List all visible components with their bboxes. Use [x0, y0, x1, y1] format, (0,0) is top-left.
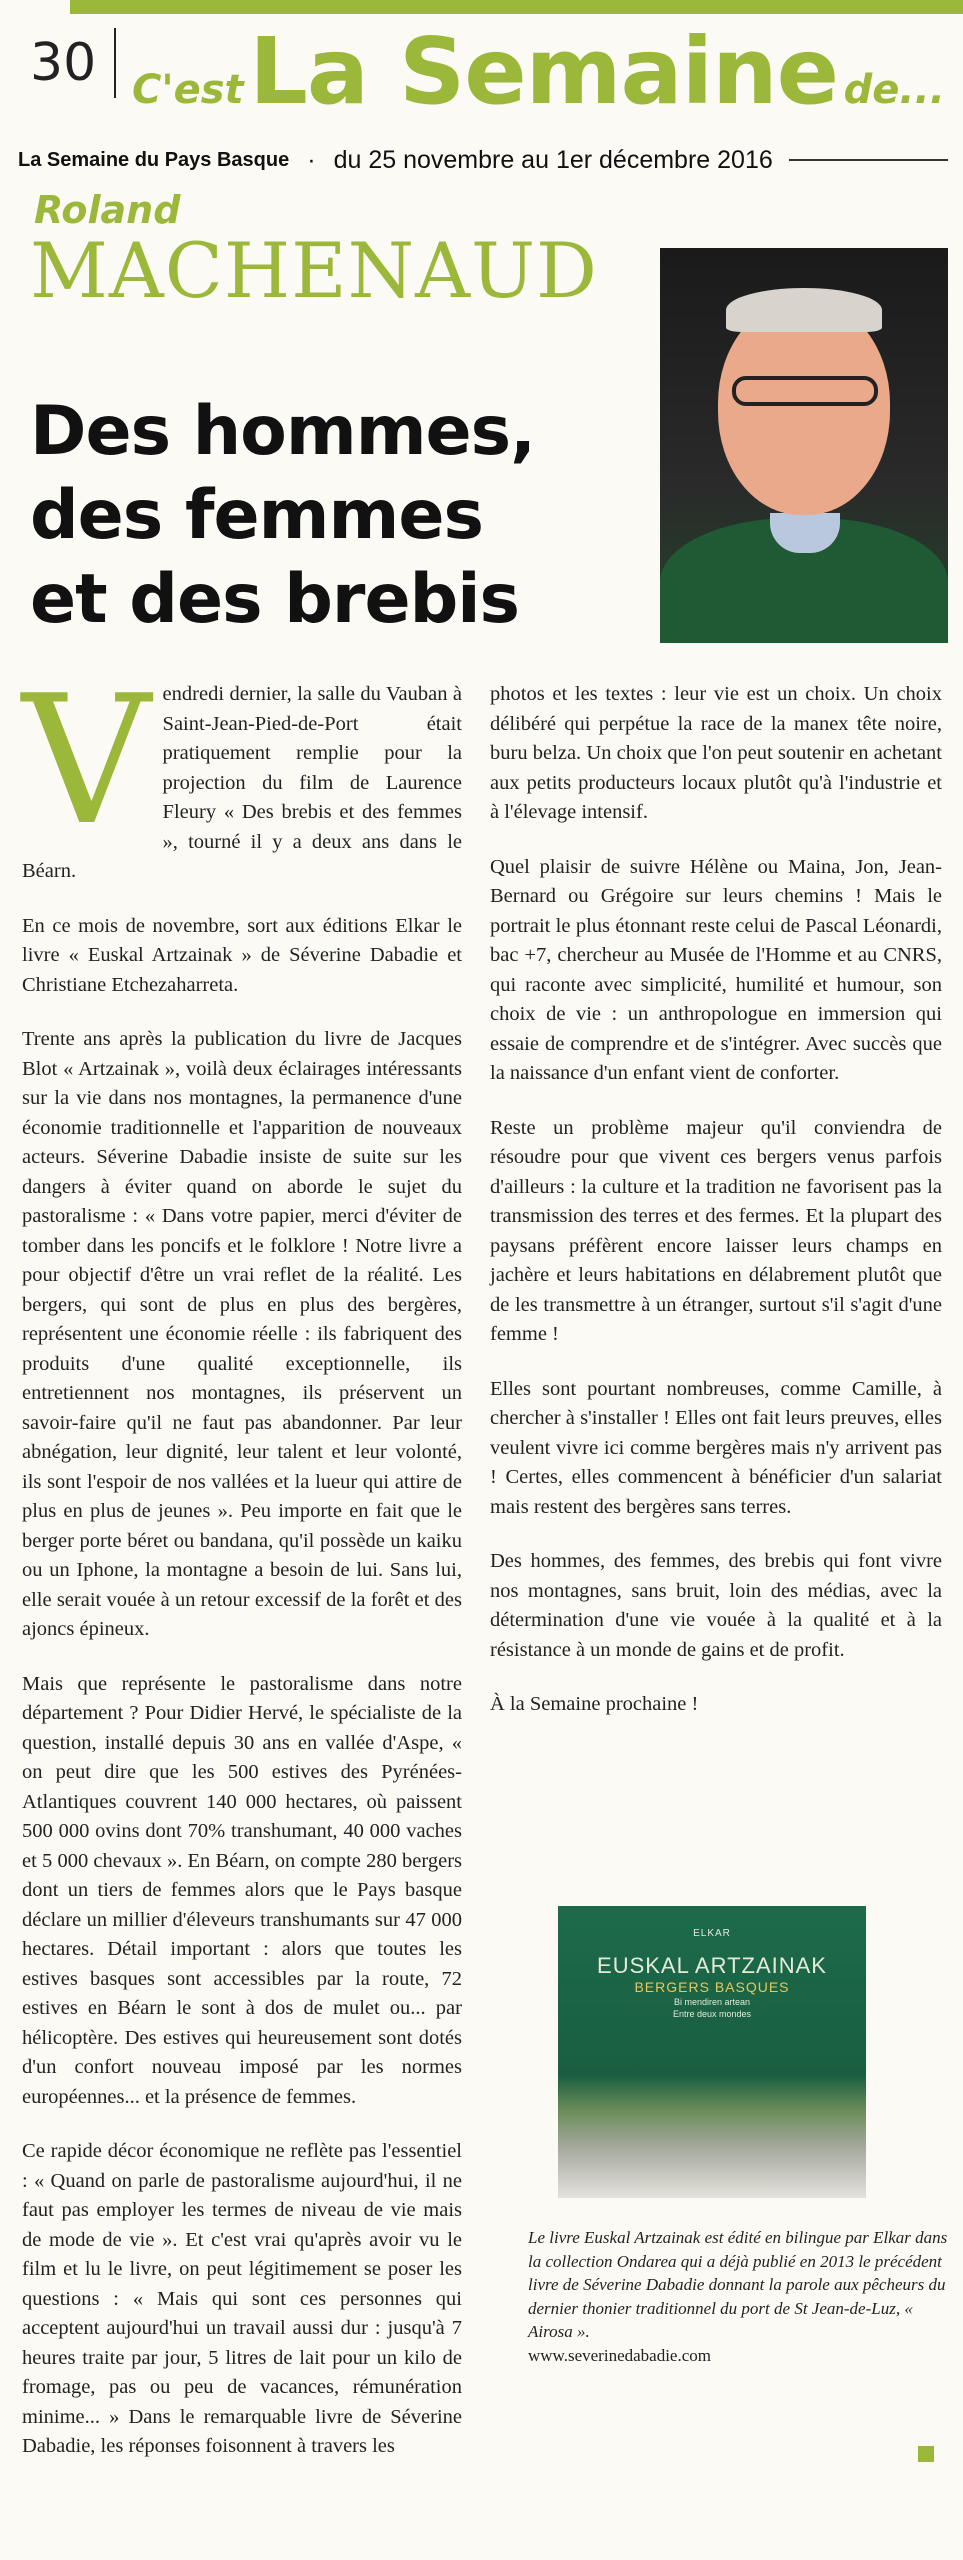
headline-line: des femmes — [30, 476, 483, 555]
photo-face — [718, 300, 890, 515]
separator: · — [307, 145, 316, 174]
drop-cap: V — [22, 657, 151, 864]
author-last-name: MACHENAUD — [30, 226, 598, 315]
top-accent-bar — [70, 0, 963, 14]
book-cover — [558, 1906, 866, 2198]
paragraph: photos et les textes : leur vie est un choix. Un choix délibéré qui perpétue la race de la manex tête noire, buru belza. Un choix que l'on peut soutenir en achetant aux petits producteurs locaux plutôt qu'à l'industrie et à l'élevage intensif. — [490, 683, 942, 823]
paragraph: Quel plaisir de suivre Hélène ou Maina, Jon, Jean-Bernard ou Grégoire sur leurs chemins ! Mais le portrait le plus étonnant reste celui de Pascal Léonardi, bac +7, chercheur au Musée de l'Homme et au CNRS, qui raconte avec simplicité, humilité et humour, son choix de vie : un anthropologue en immersion qui essaie de comprendre et de s'intégrer. Avec succès que la naissance d'un enfant vient de conforter. — [490, 855, 942, 1084]
paragraph: Mais que représente le pastoralisme dans notre département ? Pour Didier Hervé, le spécialiste de la question, installé depuis 30 ans en vallée d'Aspe, « on peut dire que les 500 estives des Pyrénées-Atlantiques couvrent 140 000 hectares, où paissent 500 000 ovins dont 70% transhumant, 40 000 vaches et 5 000 chevaux ». En Béarn, on compte 280 bergers dont un tiers de femmes alors que le Pays basque déclare un millier d'éleveurs transhumants sur 47 000 hectares. Détail important : alors que toutes les estives basques sont accessibles par la route, 72 estives en Béarn le sont à dos de mulet ou... par hélicoptère. Des estives qui heureusement sont dotés d'un confort nouveau imposé par les normes européennes... et la présence de femmes. — [22, 1672, 462, 2108]
masthead-prefix: C'est — [132, 67, 244, 113]
article-headline — [30, 390, 650, 642]
publication-name: La Semaine du Pays Basque — [18, 148, 290, 171]
end-mark — [918, 2446, 934, 2462]
headline-line: et des brebis — [30, 560, 520, 639]
paragraph: Reste un problème majeur qu'il conviendra de résoudre pour que vivent ces bergers venus parfois d'ailleurs : la culture et la tradition ne favorisent pas la transmission des terres et des fermes. Et la plupart des paysans préfèrent encore laisser leurs champs en jachère et leurs habitations en délabrement plutôt que de les transmettre à un étranger, surtout s'il s'agit d'une femme ! — [490, 1116, 942, 1345]
paragraph: Trente ans après la publication du livre de Jacques Blot « Artzainak », voilà deux éclairages intéressants sur la vie dans nos montagnes, la permanence d'une économie traditionnelle et l'apparition de nouveaux acteurs. Séverine Dabadie insiste de suite sur les dangers à éviter quand on aborde le sujet du pastoralisme : « Dans votre papier, merci d'éviter de tomber dans les poncifs et le folklore ! Notre livre a pour objectif d'être un vrai reflet de la réalité. Les bergers, qui sont de plus en plus des bergères, représentent une économie réelle : ils fabriquent des produits d'une qualité exceptionnelle, ils entretiennent nos montagnes, ils préservent un savoir-faire qu'il ne faut pas abandonner. Par leur abnégation, leur dignité, leur talent et leur volonté, ils sont l'espoir de nos vallées et la lueur qui attire de plus en plus de jeunes ». Peu importe en fait que le berger porte béret ou bandana, qu'il possède un kaiku ou un Iphone, la montagne a besoin de lui. Sans lui, elle serait vouée à un retour excessif de la forêt et des ajoncs épineux. — [22, 1028, 462, 1640]
book-tagline: Entre deux mondes — [672, 2009, 752, 2019]
masthead-title: La Semaine — [249, 18, 839, 125]
masthead — [132, 18, 952, 128]
paragraph: À la Semaine prochaine ! — [490, 1693, 699, 1715]
paragraph: Ce rapide décor économique ne reflète pas l'essentiel : « Quand on parle de pastoralisme aujourd'hui, il ne faut pas employer les termes de niveau de vie mais de mode de vie ». Et c'est vrai qu'après avoir vu le film et lu le livre, on peut légitimement se poser les questions : « Mais qui sont ces personnes qui acceptent aujourd'hui un travail aussi dur : jusqu'à 7 heures traite par jour, 5 litres de lait pour un kilo de fromage, pas ou peu de vacances, rémunération minime... » Dans le remarquable livre de Séverine Dabadie, les réponses foisonnent à travers les — [22, 2140, 462, 2457]
page-number: 30 — [30, 28, 116, 98]
book-publisher: ELKAR — [693, 1928, 731, 1939]
author-first-name: Roland — [34, 188, 181, 232]
paragraph — [22, 657, 462, 887]
paragraph: Des hommes, des femmes, des brebis qui font vivre nos montagnes, sans bruit, loin des médias, avec la détermination d'une vie vouée à la qualité et à la résistance à un monde de gains et de profit. — [490, 1550, 942, 1661]
divider — [789, 159, 948, 161]
book-title: EUSKAL ARTZAINAK — [597, 1953, 827, 1978]
photo-glasses — [732, 376, 878, 406]
photo-hair — [726, 288, 882, 332]
masthead-suffix: de... — [843, 67, 945, 113]
issue-info — [18, 140, 948, 180]
caption-text: Le livre Euskal Artzainak est édité en bilingue par Elkar dans la collection Ondarea qui a déjà publié en 2013 le précédent livre de Séverine Dabadie donnant la parole aux pêcheurs du dernier thonier traditionnel du port de St Jean-de-Luz, « Airosa ». — [528, 2228, 948, 2341]
date-range: du 25 novembre au 1er décembre 2016 — [333, 145, 773, 174]
book-subtitle: BERGERS BASQUES — [634, 1979, 790, 1995]
paragraph: En ce mois de novembre, sort aux éditions Elkar le livre « Euskal Artzainak » de Séverine Dabadie et Christiane Etchezaharreta. — [22, 914, 462, 996]
left-column — [22, 657, 462, 2462]
right-column — [490, 680, 942, 1720]
paragraph-text: endredi dernier, la salle du Vauban à Saint-Jean-Pied-de-Port était pratiquement remplie pour la projection du film de Laurence Fleury « Des brebis et des femmes », tourné il y a deux ans dans le Béarn. — [22, 683, 462, 882]
portrait-photo — [660, 248, 948, 643]
paragraph: Elles sont pourtant nombreuses, comme Camille, à chercher à s'installer ! Elles ont fait leurs preuves, elles veulent vivre ici comme bergères mais n'y arrivent pas ! Certes, elles commencent à bénéficier d'un salariat mais restent des bergères sans terres. — [490, 1377, 942, 1518]
book-caption — [528, 2226, 948, 2367]
headline-line: Des hommes, — [30, 392, 535, 471]
caption-url: www.severinedabadie.com — [528, 2345, 711, 2365]
book-tagline: Bi mendiren artean — [673, 1997, 751, 2007]
